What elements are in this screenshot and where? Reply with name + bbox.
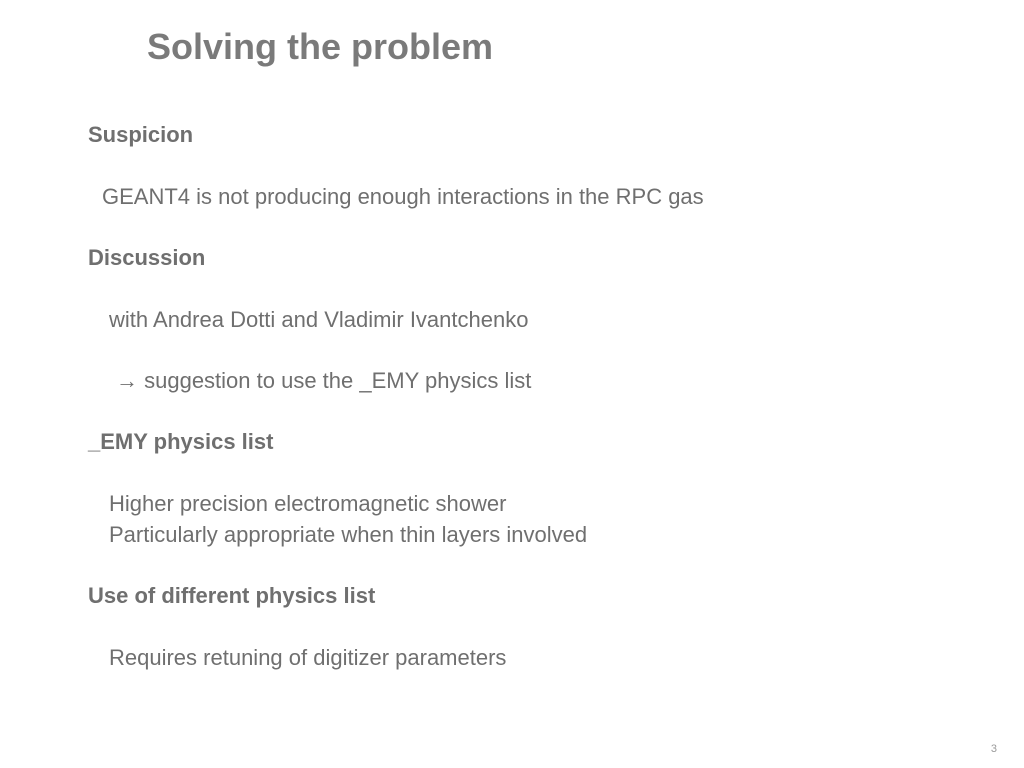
discussion-suggestion: → suggestion to use the _EMY physics list [116, 368, 532, 393]
section-heading-different-physics-list: Use of different physics list [88, 583, 376, 608]
suspicion-text: GEANT4 is not producing enough interactions in the RPC gas [102, 184, 704, 209]
emy-line-2: Particularly appropriate when thin layers involved [109, 522, 588, 547]
different-physics-text: Requires retuning of digitizer parameters [109, 645, 507, 670]
page-number: 3 [990, 743, 997, 755]
slide-title: Solving the problem [147, 26, 494, 67]
section-heading-suspicion: Suspicion [88, 122, 194, 147]
emy-line-1: Higher precision electromagnetic shower [109, 491, 507, 516]
discussion-text: with Andrea Dotti and Vladimir Ivantchenko [109, 307, 529, 332]
section-heading-discussion: Discussion [88, 245, 206, 270]
section-heading-emy-physics-list: _EMY physics list [88, 429, 274, 454]
